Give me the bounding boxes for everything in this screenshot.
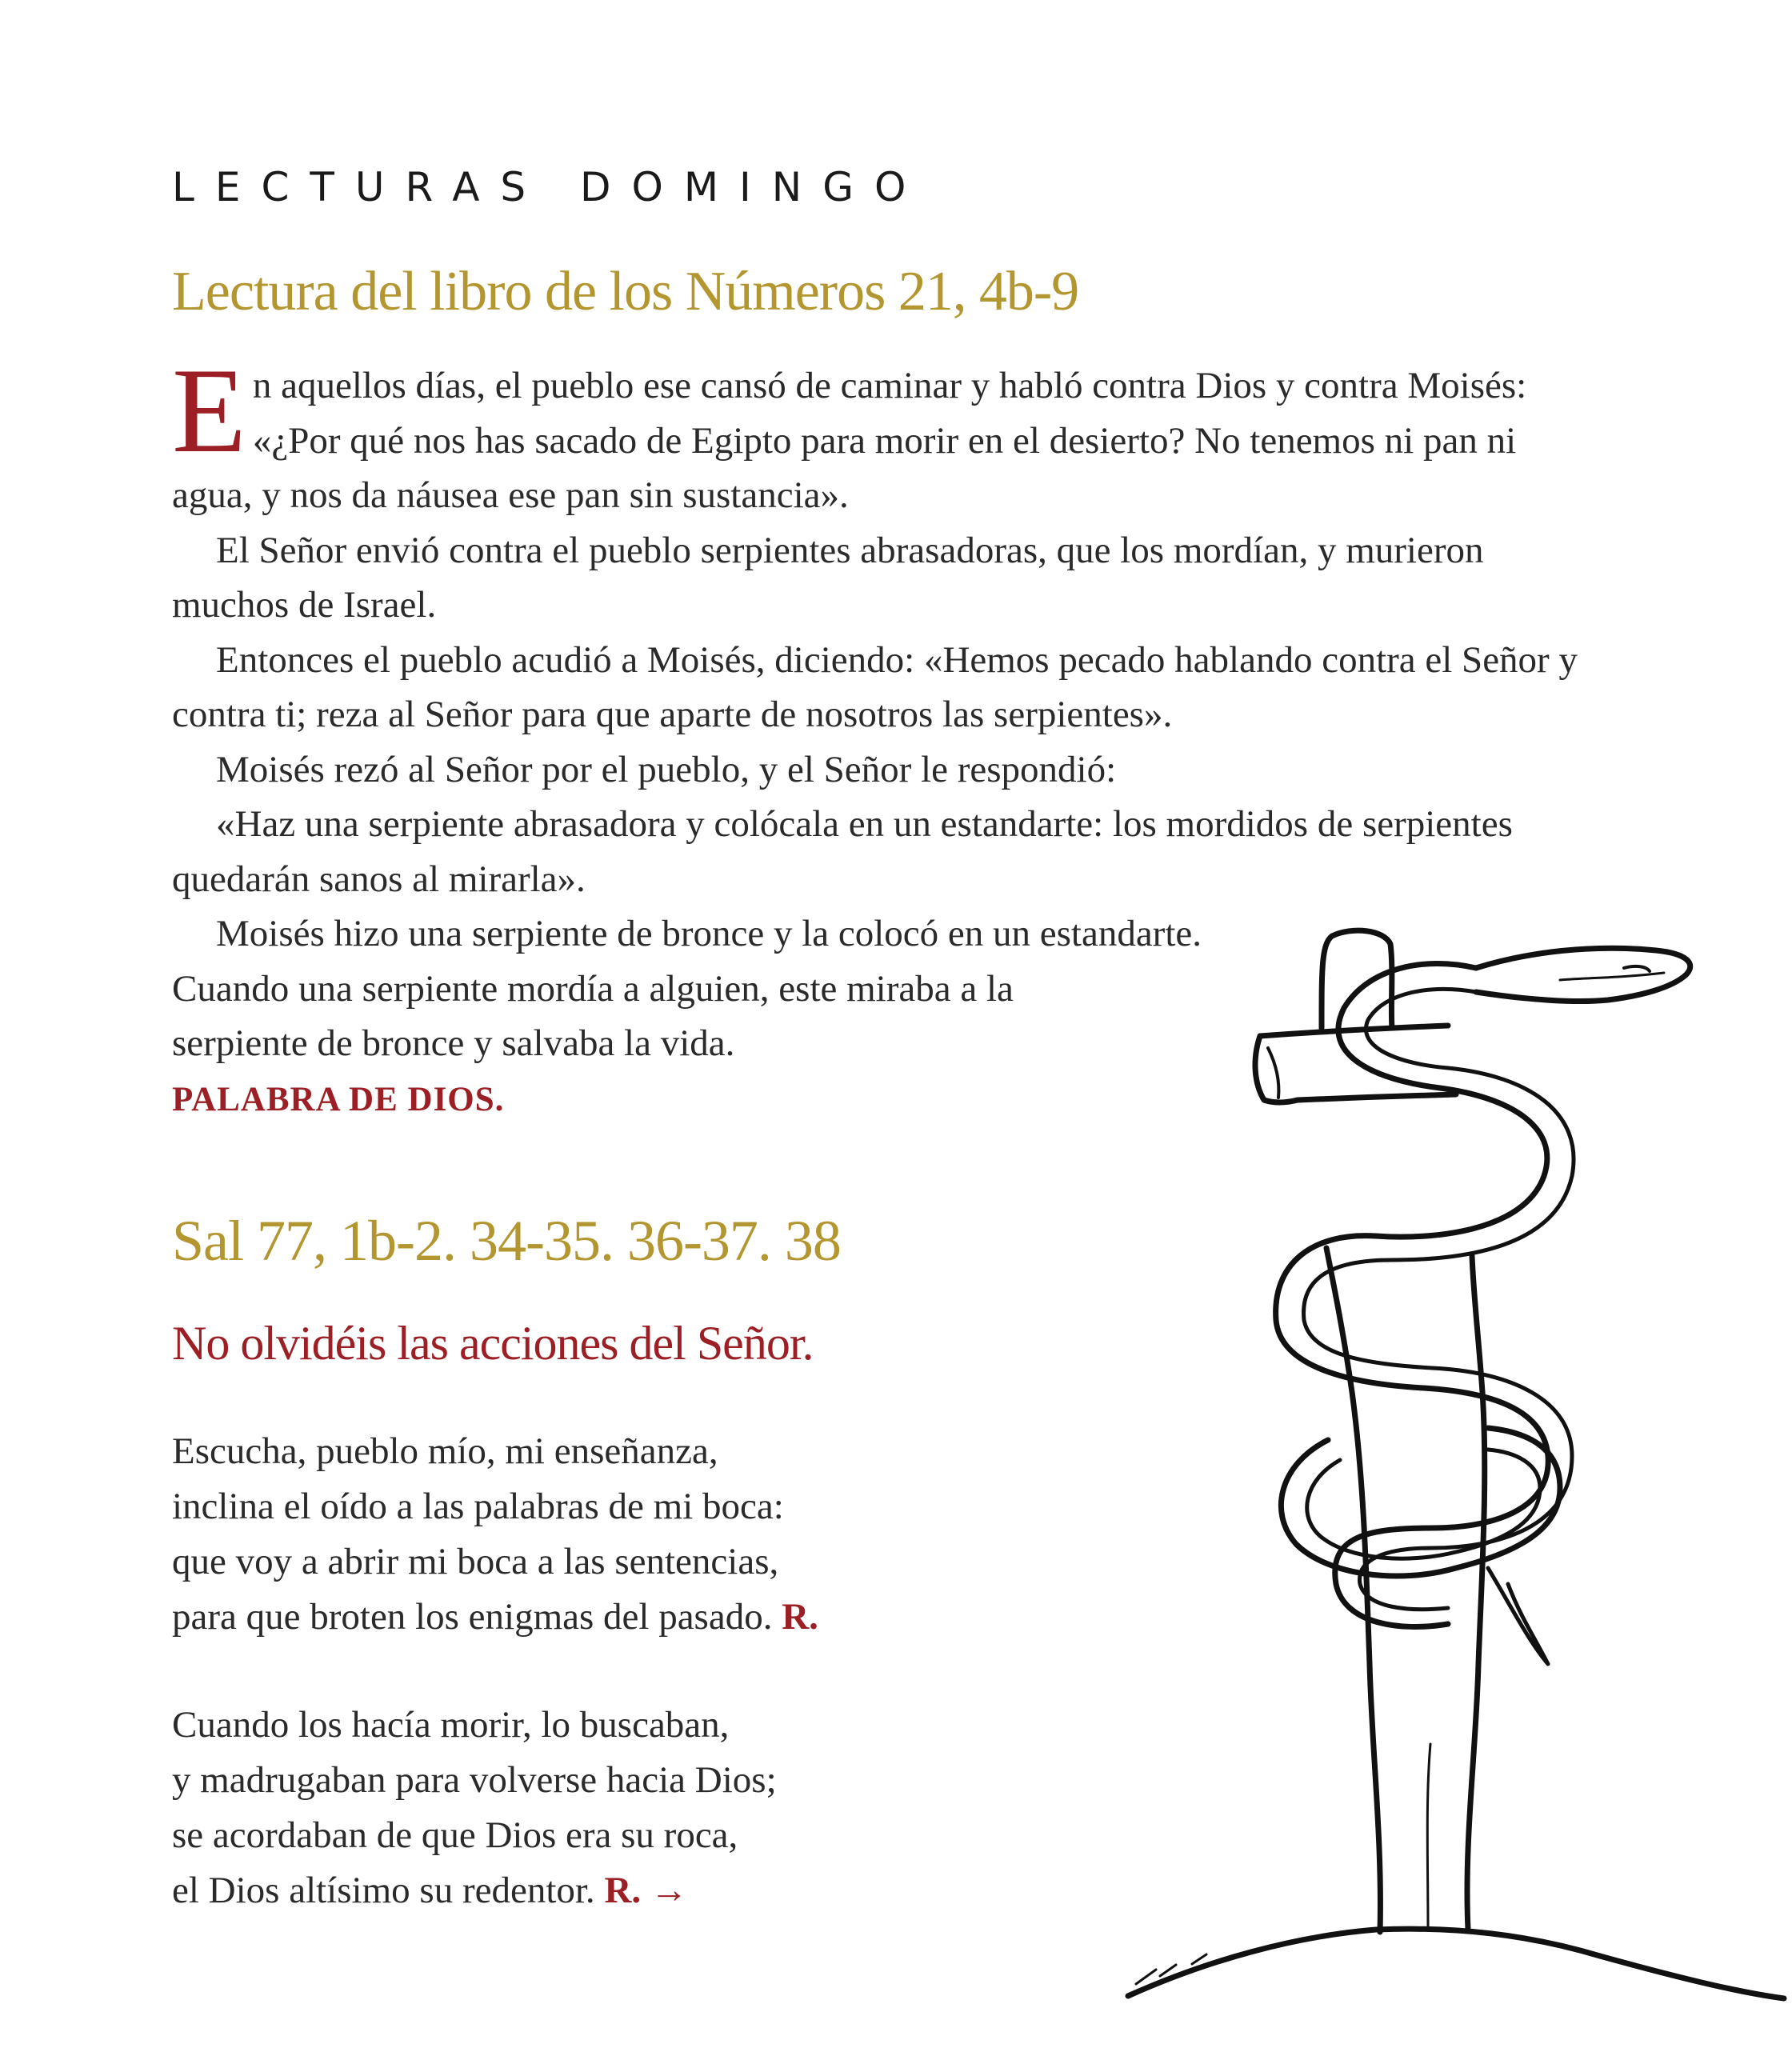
section-label: LECTURAS DOMINGO [172,164,927,210]
reading-paragraph-3: Entonces el pueblo acudió a Moisés, diciendo: «Hemos pecado hablando contra el Señor y contra ti; reza al Señor para que aparte de nosotros las serpientes». [172,638,1578,735]
psalm-stanza-2 [172,1698,1092,1918]
reading-paragraph-1: En aquellos días, el pueblo ese cansó de caminar y habló contra Dios y contra Moisés: «¿Por qué nos has sacado de Egipto para morir en el desierto? No tenemos ni pan ni agua, y nos da náusea ese pan sin sustancia». [172,343,1527,516]
stanza-line: y madrugaban para volverse hacia Dios; [172,1759,777,1801]
response-mark: R. [604,1870,642,1911]
continue-arrow-icon: → [650,1870,688,1911]
serpent-on-cross-icon [1112,920,1792,2048]
reading-final-line-1: Cuando una serpiente mordía a alguien, este miraba a la [172,967,1014,1010]
stanza-line-last: para que broten los enigmas del pasado. R. [172,1596,818,1638]
response-mark: R. [782,1596,818,1638]
first-reading-title: Lectura del libro de los Números 21, 4b-9 [172,261,1079,322]
reading-paragraph-4: Moisés rezó al Señor por el pueblo, y el Señor le respondió: [216,748,1117,790]
stanza-line: Escucha, pueblo mío, mi enseñanza, [172,1430,718,1472]
closing-acclamation: PALABRA DE DIOS. [172,1080,505,1118]
reading-paragraph-5: «Haz una serpiente abrasadora y colócala en un estandarte: los mordidos de serpientes quedarán sanos al mirarla». [172,803,1513,900]
stanza-line-last: el Dios altísimo su redentor. R. → [172,1870,688,1911]
reading-paragraph-2: El Señor envió contra el pueblo serpientes abrasadoras, que los mordían, y murieron muchos de Israel. [172,529,1484,626]
psalm-stanza-1 [172,1424,1092,1645]
psalm-response: No olvidéis las acciones del Señor. [172,1317,814,1370]
reading-final-line-2: serpiente de bronce y salvaba la vida. [172,1022,735,1064]
drop-cap: E [172,343,246,478]
reading-paragraph-6: Moisés hizo una serpiente de bronce y la colocó en un estandarte. [216,913,1202,954]
stanza-line: Cuando los hacía morir, lo buscaban, [172,1704,730,1746]
stanza-line: que voy a abrir mi boca a las sentencias, [172,1541,779,1582]
psalm-title: Sal 77, 1b-2. 34-35. 36-37. 38 [172,1209,841,1273]
stanza-line: se acordaban de que Dios era su roca, [172,1814,738,1856]
stanza-line: inclina el oído a las palabras de mi boca: [172,1486,784,1527]
